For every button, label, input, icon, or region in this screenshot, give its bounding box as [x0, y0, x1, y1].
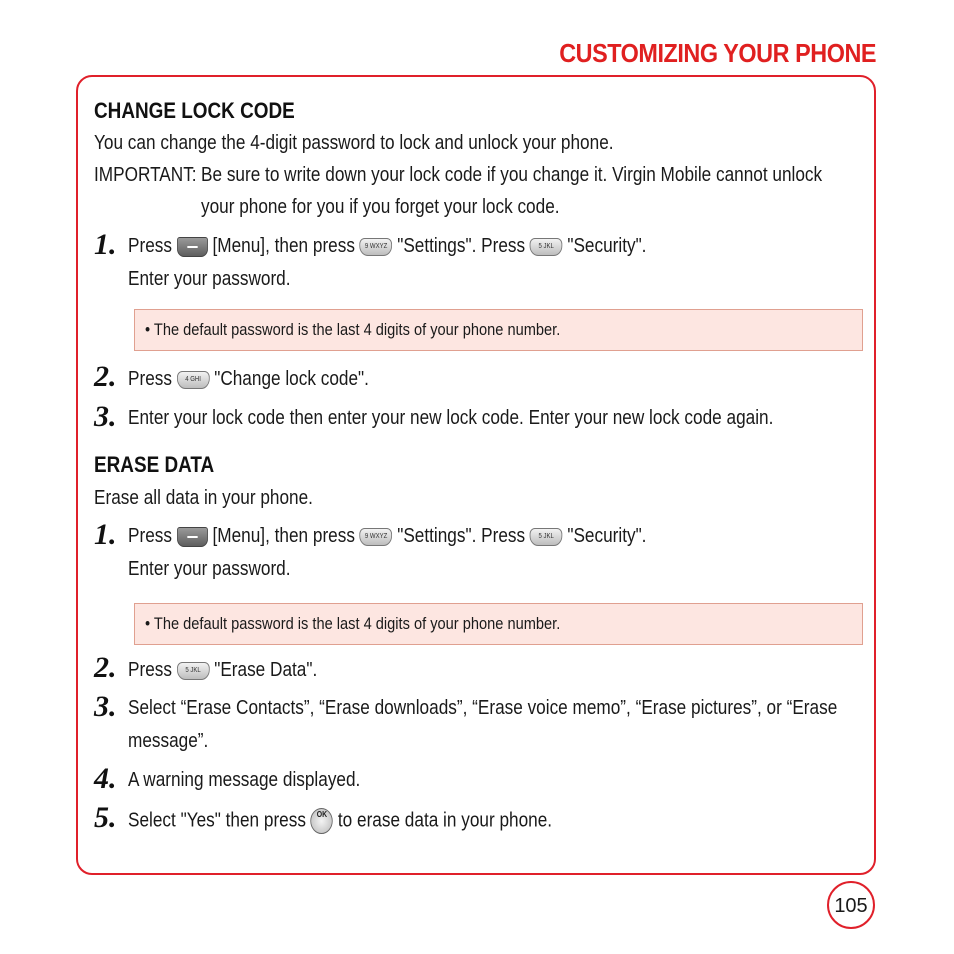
erase-step1-line2: Enter your password.	[128, 558, 291, 580]
important-text-line1: Be sure to write down your lock code if you change it. Virgin Mobile cannot unlock	[201, 164, 823, 186]
step-number: 3.	[94, 690, 117, 723]
step-text: [Menu], then press	[212, 235, 355, 257]
ok-key-icon: OK	[311, 808, 333, 834]
step-text: "Settings". Press	[397, 525, 526, 547]
section-title-erase-data: ERASE DATA	[94, 452, 215, 477]
nine-key-icon: 9 WXYZ	[360, 238, 393, 256]
step-text: Select "Yes" then press	[128, 809, 306, 832]
step-text: [Menu], then press	[212, 525, 355, 547]
step1-line2: Enter your password.	[128, 268, 291, 290]
step2-text	[128, 368, 369, 391]
page-header-title: CUSTOMIZING YOUR PHONE	[559, 38, 876, 68]
note-box	[134, 603, 863, 645]
erase-step1-text	[128, 525, 646, 548]
erase-step2-text	[128, 659, 317, 682]
five-key-icon: 5 JKL	[177, 662, 210, 680]
five-key-icon: 5 JKL	[530, 238, 563, 256]
step1-text	[128, 235, 646, 258]
step-number: 1.	[94, 228, 117, 261]
note-text: • The default password is the last 4 digits of your phone number.	[145, 320, 561, 339]
change-lock-intro: You can change the 4-digit password to lock and unlock your phone.	[94, 132, 614, 154]
step-text: Press	[128, 659, 172, 681]
note-box	[134, 309, 863, 351]
step-number: 2.	[94, 651, 117, 684]
step-text: "Change lock code".	[214, 368, 369, 390]
erase-step3-line2: message”.	[128, 730, 209, 752]
step-number: 1.	[94, 518, 117, 551]
step-text: Press	[128, 525, 172, 547]
section-title-change-lock-code: CHANGE LOCK CODE	[94, 98, 295, 123]
step3-text: Enter your lock code then enter your new lock code. Enter your new lock code again.	[128, 407, 774, 429]
step-text: "Security".	[567, 525, 647, 547]
nine-key-icon: 9 WXYZ	[360, 528, 393, 546]
menu-key-icon	[177, 527, 208, 547]
erase-intro: Erase all data in your phone.	[94, 487, 313, 509]
menu-key-icon	[177, 237, 208, 257]
step-text: "Security".	[567, 235, 647, 257]
erase-step3-line1: Select “Erase Contacts”, “Erase downloads”, “Erase voice memo”, “Erase pictures”, or “Erase	[128, 697, 838, 719]
step-text: to erase data in your phone.	[337, 809, 553, 832]
page-number: 105	[827, 881, 875, 929]
step-text: Press	[128, 235, 172, 257]
step-text: "Erase Data".	[214, 659, 318, 681]
step-text: "Settings". Press	[397, 235, 526, 257]
step-text: Press	[128, 368, 172, 390]
step-number: 2.	[94, 360, 117, 393]
step-number: 5.	[94, 801, 117, 834]
four-key-icon: 4 GHI	[177, 371, 210, 389]
step-number: 3.	[94, 400, 117, 433]
erase-step5-text	[128, 808, 552, 834]
five-key-icon: 5 JKL	[530, 528, 563, 546]
important-text-line2: your phone for you if you forget your lock code.	[201, 196, 560, 218]
step-number: 4.	[94, 762, 117, 795]
important-label: IMPORTANT:	[94, 164, 197, 186]
note-text: • The default password is the last 4 digits of your phone number.	[145, 614, 561, 633]
erase-step4-text: A warning message displayed.	[128, 769, 361, 791]
